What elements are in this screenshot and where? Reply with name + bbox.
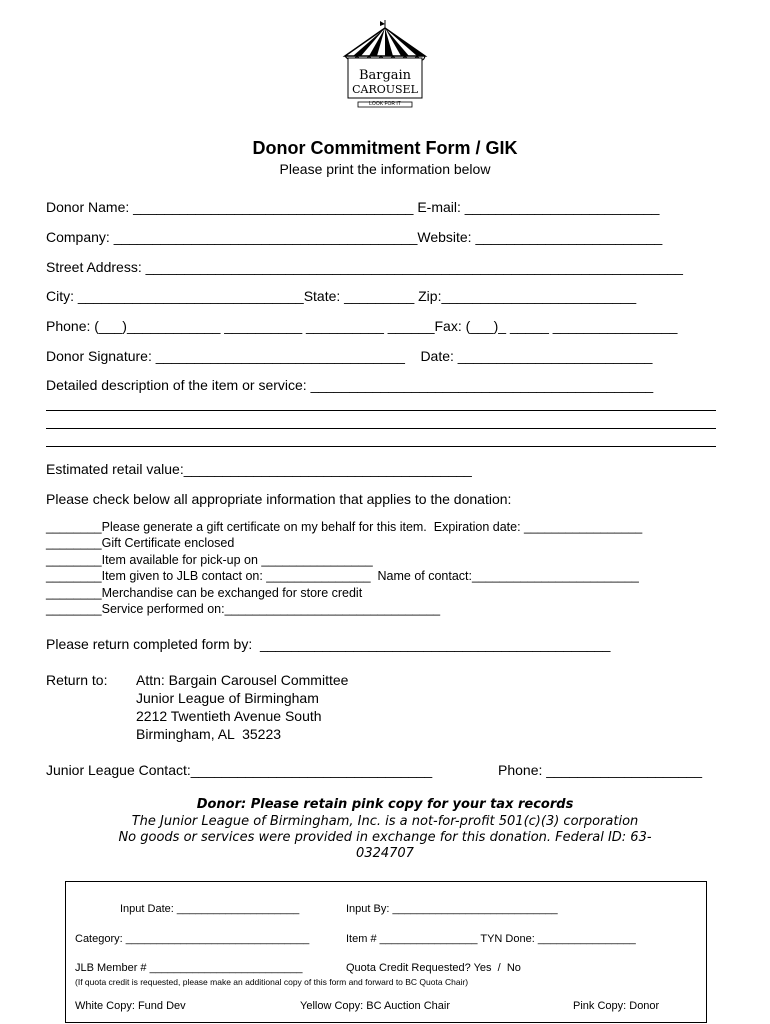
white-copy-label: White Copy: Fund Dev — [75, 1000, 186, 1012]
input-date-field[interactable]: Input Date: ____________________ — [120, 903, 300, 915]
description-line-4[interactable] — [46, 446, 716, 447]
tax-records-notice: Donor: Please retain pink copy for your tax records — [196, 797, 574, 812]
city-state-zip-field[interactable]: City: _____________________________State: _________ Zip:_________________________ — [46, 288, 637, 304]
quota-credit-note: (If quota credit is requested, please make an additional copy of this form and forward to BC Quota Chair) — [75, 977, 469, 987]
page-title: Donor Commitment Form / GIK — [252, 138, 518, 158]
yellow-copy-label: Yellow Copy: BC Auction Chair — [300, 1000, 451, 1012]
quota-credit-field[interactable]: Quota Credit Requested? Yes / No — [346, 962, 521, 974]
return-to-line-2: Junior League of Birmingham — [136, 690, 319, 706]
logo-text-carousel: CAROUSEL — [352, 83, 418, 96]
logo-subtext: LOOK FOR IT — [369, 101, 401, 107]
return-to-label: Return to: — [46, 672, 108, 688]
return-to-line-1: Attn: Bargain Carousel Committee — [136, 672, 349, 688]
nonprofit-notice: The Junior League of Birmingham, Inc. is a not-for-profit 501(c)(3) corporation — [131, 814, 639, 829]
street-address-field[interactable]: Street Address: _____________________________________________________________________ — [46, 259, 683, 275]
jl-contact-field[interactable]: Junior League Contact:_______________________________ — [46, 762, 433, 778]
retail-value-field[interactable]: Estimated retail value:_____________________________________ — [46, 461, 472, 477]
category-field[interactable]: Category: ______________________________ — [75, 933, 310, 945]
description-line-2[interactable] — [46, 410, 716, 411]
description-field[interactable]: Detailed description of the item or service: ____________________________________________ — [46, 377, 654, 393]
check-item-store-credit[interactable]: ________Merchandise can be exchanged for store credit — [46, 586, 363, 600]
bargain-carousel-logo — [340, 18, 430, 118]
return-to-line-4: Birmingham, AL 35223 — [136, 726, 282, 742]
check-item-jlb-contact[interactable]: ________Item given to JLB contact on: _______________ Name of contact:________________________ — [46, 569, 639, 583]
logo-text-bargain: Bargain — [358, 68, 412, 83]
federal-id-notice: No goods or services were provided in exchange for this donation. Federal ID: 63-0324707 — [118, 830, 652, 861]
check-item-pickup[interactable]: ________Item available for pick-up on ________________ — [46, 553, 373, 567]
jl-contact-phone-field[interactable]: Phone: ____________________ — [498, 762, 702, 778]
company-field[interactable]: Company: _______________________________________Website: ________________________ — [46, 229, 663, 245]
pink-copy-label: Pink Copy: Donor — [573, 1000, 660, 1012]
jlb-member-field[interactable]: JLB Member # _________________________ — [75, 962, 303, 974]
description-line-3[interactable] — [46, 428, 716, 429]
return-by-field[interactable]: Please return completed form by: _____________________________________________ — [46, 636, 611, 652]
check-item-gift-certificate-enclosed[interactable]: ________Gift Certificate enclosed — [46, 536, 235, 550]
return-to-line-3: 2212 Twentieth Avenue South — [136, 708, 322, 724]
page-subtitle: Please print the information below — [279, 161, 491, 177]
item-number-field[interactable]: Item # ________________ TYN Done: ________________ — [346, 933, 636, 945]
input-by-field[interactable]: Input By: ___________________________ — [346, 903, 558, 915]
check-item-gift-certificate-request[interactable]: ________Please generate a gift certificate on my behalf for this item. Expiration date: _________________ — [46, 520, 643, 534]
donor-name-field[interactable]: Donor Name: ____________________________________ E-mail: _________________________ — [46, 199, 660, 215]
phone-fax-field[interactable]: Phone: (___)____________ __________ __________ ______Fax: (___)_ _____ ________________ — [46, 318, 678, 334]
check-heading: Please check below all appropriate information that applies to the donation: — [46, 491, 512, 507]
check-item-service-performed[interactable]: ________Service performed on:_______________________________ — [46, 602, 441, 616]
signature-date-field[interactable]: Donor Signature: ________________________________ Date: _________________________ — [46, 348, 653, 364]
